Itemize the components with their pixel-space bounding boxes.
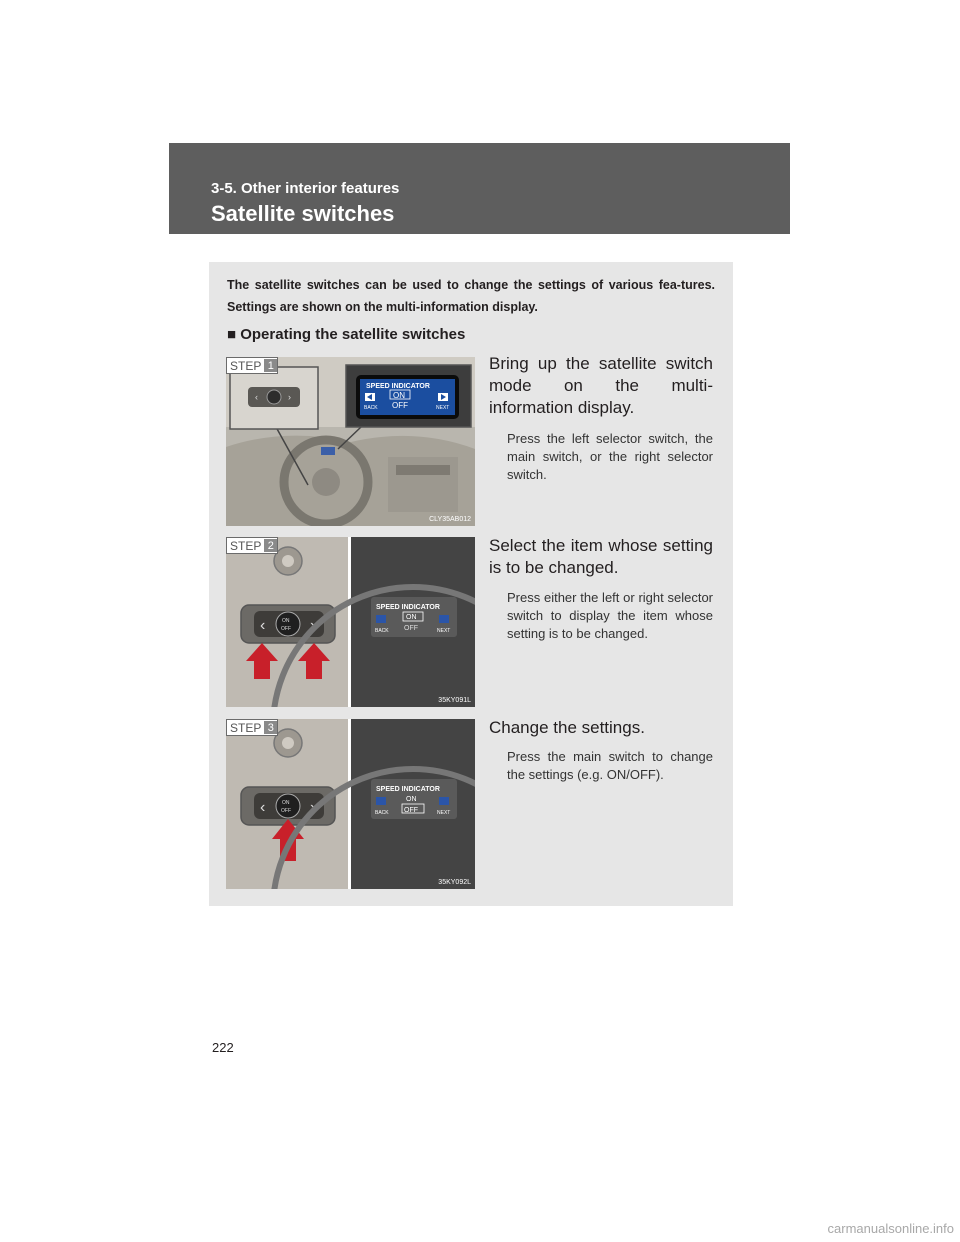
step2-instruction: Select the item whose setting is to be changed. (489, 536, 713, 577)
step-number: 3 (264, 721, 277, 734)
svg-text:‹: ‹ (255, 392, 258, 402)
switch-on-3: ON (282, 800, 290, 806)
display-title-3: SPEED INDICATOR (376, 786, 440, 793)
display-off: OFF (392, 401, 408, 410)
step1-badge (226, 357, 278, 374)
intro-text: The satellite switches can be used to change the settings of various fea-tures. Settings are shown on the multi-information display. (227, 278, 715, 314)
image-code: 35KY092L (438, 879, 471, 886)
step3-illustration (226, 719, 475, 889)
content-panel (209, 262, 733, 906)
display-back: BACK (364, 405, 378, 411)
dashboard-photo (226, 357, 475, 526)
page-title: Satellite switches (211, 201, 395, 226)
display-title-2: SPEED INDICATOR (376, 604, 440, 611)
page-number: 222 (212, 1040, 234, 1055)
display-back-3: BACK (375, 810, 389, 816)
svg-text:‹: ‹ (260, 617, 266, 634)
switch-off-3: OFF (281, 808, 291, 814)
step-number: 1 (264, 359, 277, 372)
step3-badge (226, 719, 278, 736)
step-label: STEP (230, 538, 262, 553)
watermark[interactable]: carmanualsonline.info (827, 1221, 954, 1236)
display-next-2: NEXT (437, 628, 451, 634)
display-title: SPEED INDICATOR (366, 383, 430, 390)
step-number: 2 (264, 539, 277, 552)
display-on-2: ON (406, 614, 417, 621)
display-off-3: OFF (404, 807, 418, 814)
step3-instruction: Change the settings. (489, 718, 645, 737)
switch-photo (226, 719, 475, 889)
image-code: 35KY091L (438, 697, 471, 704)
svg-text:›: › (310, 617, 316, 634)
step3-detail: Press the main switch to change the settings (e.g. ON/OFF). (507, 749, 713, 782)
image-code: CLY35AB012 (429, 516, 471, 523)
switch-photo (226, 537, 475, 707)
step-label: STEP (230, 358, 262, 373)
display-off-2: OFF (404, 625, 418, 632)
step1-instruction: Bring up the satellite switch mode on the multi-information display. (489, 354, 713, 417)
step1-illustration (226, 357, 475, 526)
switch-off: OFF (281, 626, 291, 632)
chapter-header (169, 143, 790, 234)
svg-text:‹: ‹ (260, 799, 266, 816)
step2-detail: Press either the left or right selector switch to display the item whose setting is to be changed. (507, 590, 713, 641)
step1-detail: Press the left selector switch, the main switch, or the right selector switch. (507, 431, 713, 482)
display-on: ON (393, 391, 405, 400)
display-next: NEXT (436, 405, 450, 411)
display-back-2: BACK (375, 628, 389, 634)
step2-badge (226, 537, 278, 554)
switch-on: ON (282, 618, 290, 624)
svg-text:›: › (288, 392, 291, 402)
display-next-3: NEXT (437, 810, 451, 816)
display-on-3: ON (406, 796, 417, 803)
svg-text:›: › (310, 799, 316, 816)
step-label: STEP (230, 720, 262, 735)
section-label: 3-5. Other interior features (211, 180, 400, 197)
section-subheading: ■ Operating the satellite switches (227, 326, 466, 343)
step2-illustration (226, 537, 475, 707)
